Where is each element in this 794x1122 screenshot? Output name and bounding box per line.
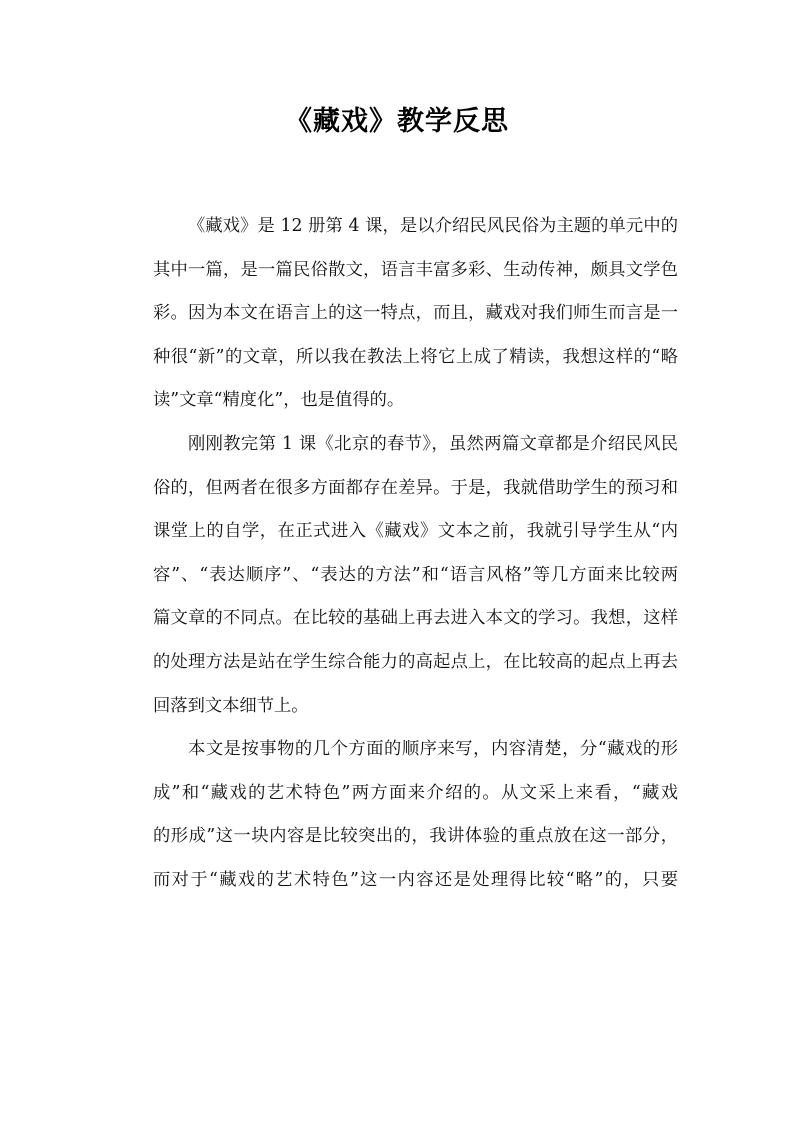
paragraph-line: 成”和“藏戏的艺术特色”两方面来介绍的。从文采上来看，“藏戏 bbox=[153, 782, 678, 803]
paragraph-line: 种很“新”的文章，所以我在教法上将它上成了精读，我想这样的“略 bbox=[153, 346, 678, 367]
paragraph-line: 刚刚教完第 1 课《北京的春节》，虽然两篇文章都是介绍民风民 bbox=[188, 433, 678, 454]
paragraph-line: 的形成”这一块内容是比较突出的，我讲体验的重点放在这一部分， bbox=[153, 826, 678, 847]
paragraph-2 bbox=[118, 423, 678, 728]
paragraph-line: 俗的，但两者在很多方面都存在差异。于是，我就借助学生的预习和 bbox=[153, 477, 678, 498]
paragraph-line: 读”文章“精度化”，也是值得的。 bbox=[153, 390, 405, 411]
paragraph-line: 回落到文本细节上。 bbox=[153, 695, 309, 716]
paragraph-line: 的处理方法是站在学生综合能力的高起点上，在比较高的起点上再去 bbox=[153, 651, 678, 672]
paragraph-1 bbox=[118, 205, 678, 423]
paragraph-line: 《藏戏》是 12 册第 4 课，是以介绍民风民俗为主题的单元中的 bbox=[188, 216, 678, 236]
document-title: 《藏戏》教学反思 bbox=[285, 106, 509, 137]
paragraph-line: 彩。因为本文在语言上的这一特点，而且，藏戏对我们师生而言是一 bbox=[153, 303, 678, 324]
paragraph-line: 篇文章的不同点。在比较的基础上再去进入本文的学习。我想，这样 bbox=[153, 608, 678, 629]
paragraph-line: 容”、“表达顺序”、“表达的方法”和“语言风格”等几方面来比较两 bbox=[153, 564, 678, 585]
paragraph-3 bbox=[118, 728, 678, 902]
paragraph-line: 本文是按事物的几个方面的顺序来写，内容清楚，分“藏戏的形 bbox=[188, 739, 678, 760]
paragraph-line: 课堂上的自学，在正式进入《藏戏》文本之前，我就引导学生从“内 bbox=[153, 521, 678, 542]
document-body bbox=[118, 205, 678, 903]
paragraph-line: 而对于“藏戏的艺术特色”这一内容还是处理得比较“略”的，只要 bbox=[153, 869, 678, 890]
paragraph-line: 其中一篇，是一篇民俗散文，语言丰富多彩、生动传神，颇具文学色 bbox=[153, 259, 678, 280]
